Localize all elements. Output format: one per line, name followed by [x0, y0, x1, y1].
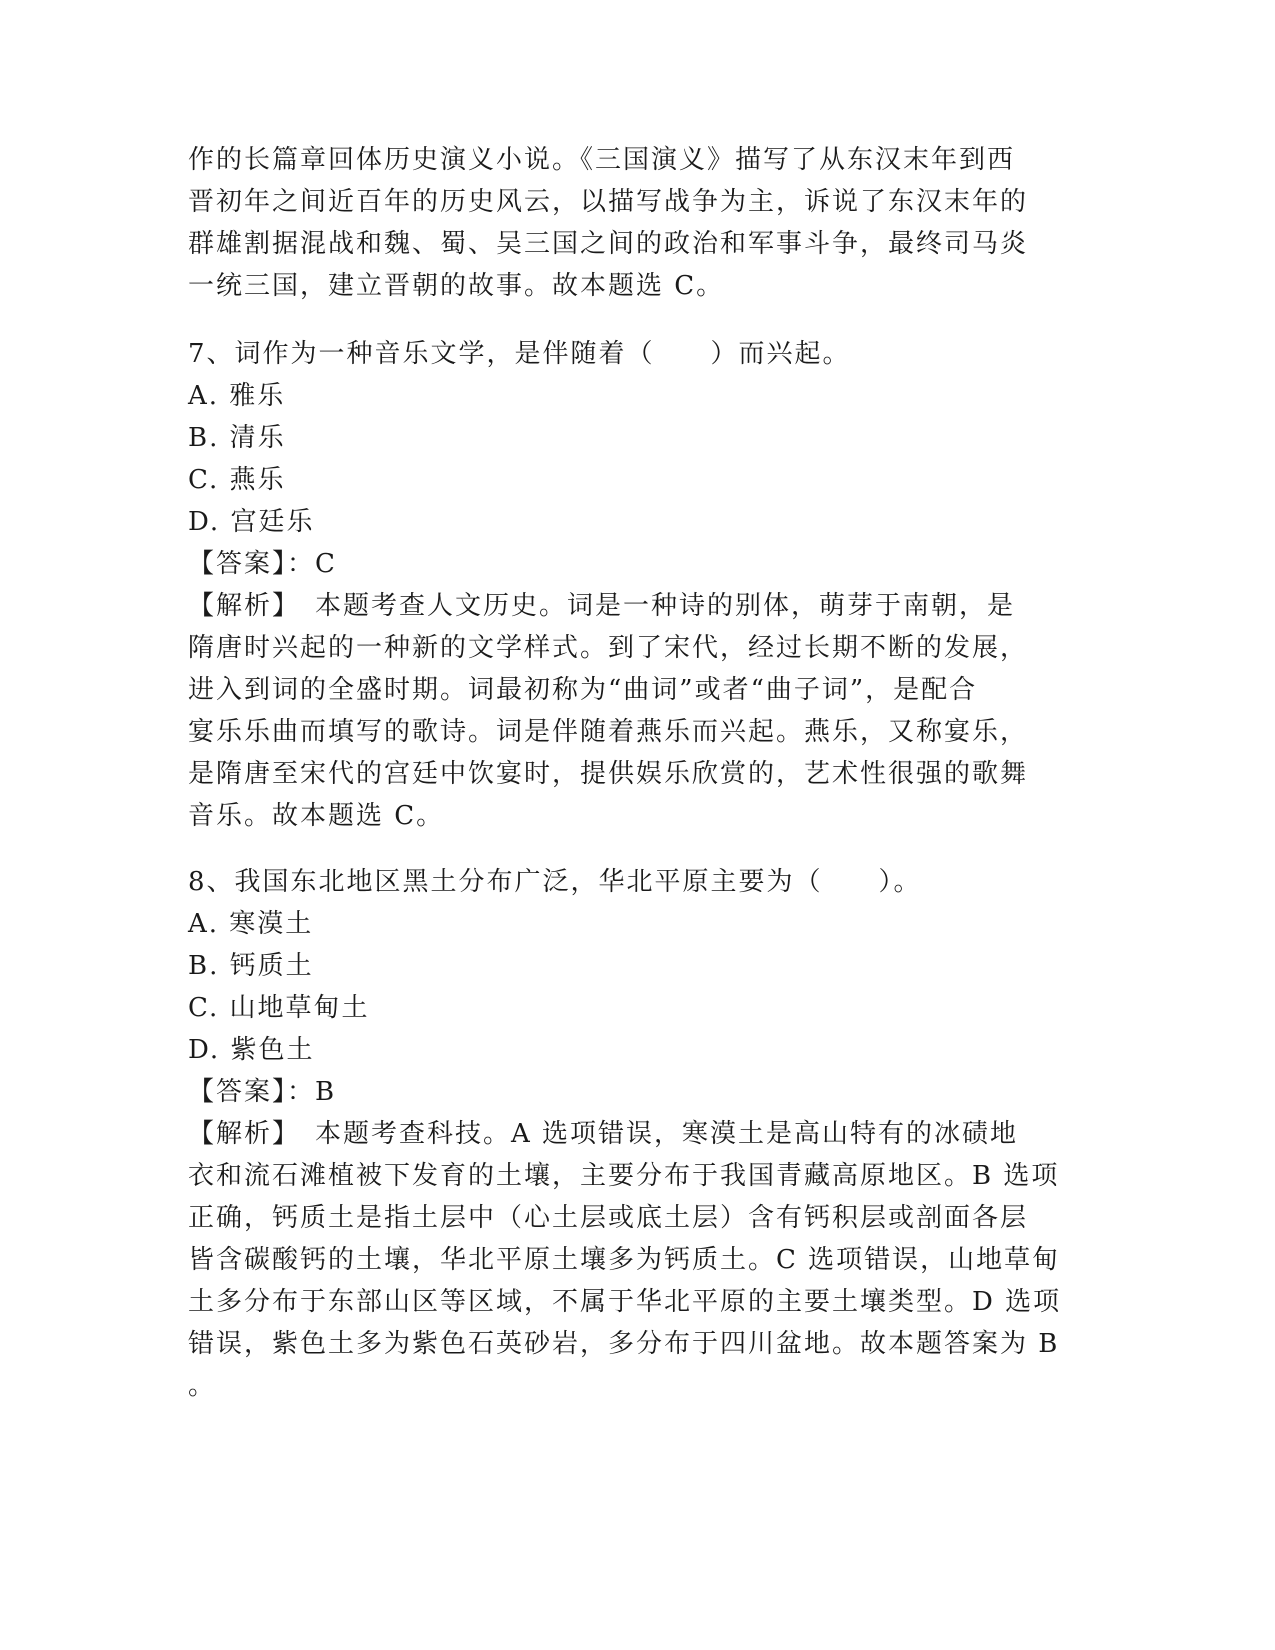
q8-answer: 【答案】：B — [188, 1077, 337, 1107]
q8-option-a: A. 寒漠土 — [188, 909, 314, 939]
q7-option-b: B. 清乐 — [188, 423, 286, 453]
q7-analysis-line: 隋唐时兴起的一种新的文学样式。到了宋代，经过长期不断的发展， — [188, 633, 1029, 663]
q8-analysis-line: 皆含碳酸钙的土壤，华北平原土壤多为钙质土。C 选项错误，山地草甸 — [188, 1245, 1061, 1275]
q7-option-a: A. 雅乐 — [188, 381, 286, 411]
q8-analysis-line: 土多分布于东部山区等区域，不属于华北平原的主要土壤类型。D 选项 — [188, 1287, 1062, 1317]
q8-analysis-line: 错误，紫色土多为紫色石英砂岩，多分布于四川盆地。故本题答案为 B — [188, 1329, 1060, 1359]
prev-analysis-line: 群雄割据混战和魏、蜀、吴三国之间的政治和军事斗争，最终司马炎 — [188, 229, 1029, 259]
prev-analysis-line: 一统三国，建立晋朝的故事。故本题选 C。 — [188, 271, 725, 301]
q7-analysis-line: 是隋唐至宋代的宫廷中饮宴时，提供娱乐欣赏的，艺术性很强的歌舞 — [188, 759, 1029, 789]
q8-analysis-line: 【解析】 本题考查科技。A 选项错误，寒漠土是高山特有的冰碛地 — [188, 1119, 1019, 1149]
q7-analysis-line: 进入到词的全盛时期。词最初称为“曲词”或者“曲子词”，是配合 — [188, 675, 978, 705]
q7-analysis-line: 【解析】 本题考查人文历史。词是一种诗的别体，萌芽于南朝，是 — [188, 591, 1016, 621]
q8-stem: 8、我国东北地区黑土分布广泛，华北平原主要为（ ）。 — [188, 867, 922, 897]
q7-analysis-line: 宴乐乐曲而填写的歌诗。词是伴随着燕乐而兴起。燕乐，又称宴乐， — [188, 717, 1029, 747]
q8-analysis-line: 。 — [188, 1371, 217, 1401]
q8-analysis-line: 正确，钙质土是指土层中（心土层或底土层）含有钙积层或剖面各层 — [188, 1203, 1029, 1233]
q7-stem: 7、词作为一种音乐文学，是伴随着（ ）而兴起。 — [188, 339, 851, 369]
q8-option-c: C. 山地草甸土 — [188, 993, 370, 1023]
q7-analysis-line: 音乐。故本题选 C。 — [188, 801, 445, 831]
q8-option-b: B. 钙质土 — [188, 951, 314, 981]
q8-analysis-line: 衣和流石滩植被下发育的土壤，主要分布于我国青藏高原地区。B 选项 — [188, 1161, 1060, 1191]
prev-analysis-line: 作的长篇章回体历史演义小说。《三国演义》描写了从东汉末年到西 — [188, 145, 1016, 175]
q8-option-d: D. 紫色土 — [188, 1035, 315, 1065]
q7-option-c: C. 燕乐 — [188, 465, 286, 495]
prev-analysis-line: 晋初年之间近百年的历史风云，以描写战争为主，诉说了东汉末年的 — [188, 187, 1029, 217]
q7-option-d: D. 宫廷乐 — [188, 507, 315, 537]
q7-answer: 【答案】：C — [188, 549, 337, 579]
